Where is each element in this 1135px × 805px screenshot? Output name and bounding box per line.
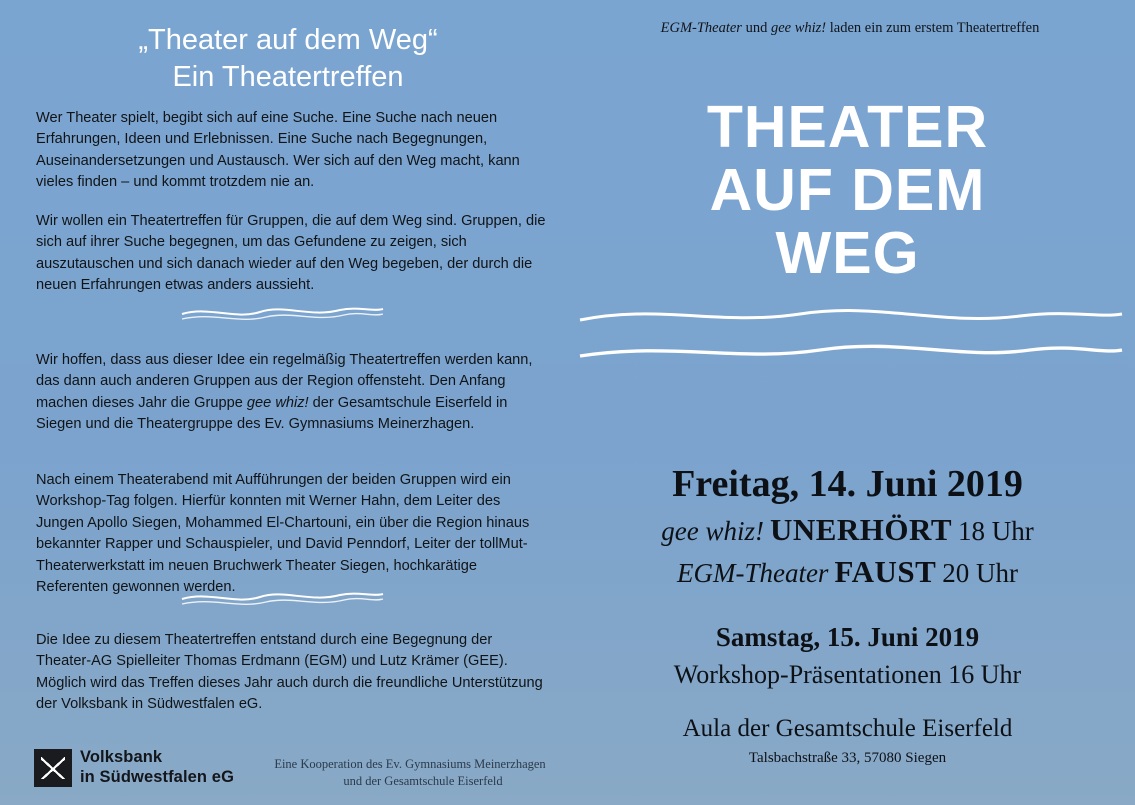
squiggle-divider-icon bbox=[180, 585, 385, 611]
event-date-friday: Freitag, 14. Juni 2019 bbox=[672, 463, 1023, 505]
cooperation-line2: und der Gesamtschule Eiserfeld bbox=[343, 773, 503, 788]
show-2-title: FAUST bbox=[834, 554, 937, 589]
venue-name: Aula der Gesamtschule Eiserfeld bbox=[682, 715, 1013, 742]
sponsor-logo bbox=[34, 748, 234, 788]
invitation-conjunction: und bbox=[741, 20, 771, 36]
poster-subtitle-line2: Ein Theatertreffen bbox=[172, 61, 404, 94]
invitation-group-2: gee whiz! bbox=[770, 20, 827, 36]
poster-title-line2: AUF DEM bbox=[709, 157, 986, 224]
squiggle-divider-icon bbox=[180, 300, 385, 326]
paragraph-5: Die Idee zu diesem Theatertreffen entstand durch eine Begegnung der Theater-AG Spielleiter Thomas Erdmann (EGM) und Lutz Krämer (GEE). Möglich wird das Treffen dieses Jahr auch durch die freundliche Unterstützung der Volksbank in Südwestfalen eG. bbox=[36, 632, 543, 713]
invitation-tail: laden ein zum erstem Theatertreffen bbox=[826, 20, 1040, 36]
poster-title-line1: THEATER bbox=[706, 94, 989, 160]
paragraph-1: Wer Theater spielt, begibt sich auf eine Suche. Eine Suche nach neuen Erfahrungen, Ideen und Erlebnissen. Eine Suche nach Begegnungen, Auseinandersetzungen und Austausch. Wer sich auf den Weg macht, kann vieles finden – und kommt trotzdem nie an. bbox=[36, 110, 520, 191]
show-2-time: 20 Uhr bbox=[942, 558, 1019, 588]
paragraph-3-part2: der Gesamtschule Eiserfeld in Siegen und die Theatergruppe des Ev. Gymnasiums Meinerzhagen. bbox=[36, 394, 508, 433]
venue-address: Talsbachstraße 33, 57080 Siegen bbox=[748, 750, 947, 766]
poster-title bbox=[560, 96, 1135, 285]
invitation-group-1: EGM-Theater bbox=[660, 20, 742, 36]
squiggle-divider-large-icon bbox=[570, 296, 1130, 376]
poster-title-line3: WEG bbox=[775, 220, 920, 287]
paragraph-3-block bbox=[36, 350, 546, 453]
show-friday-1 bbox=[560, 512, 1135, 548]
cooperation-note bbox=[250, 756, 570, 790]
volksbank-logo-icon bbox=[34, 749, 72, 787]
sponsor-name bbox=[80, 748, 234, 788]
paragraph-3-part1: Wir hoffen, dass aus dieser Idee ein regelmäßig Theatertreffen werden kann, das dann auch anderen Gruppen aus der Region offensteht. Den Anfang machen dieses Jahr die Gruppe bbox=[36, 352, 533, 411]
show-1-group: gee whiz! bbox=[661, 516, 764, 546]
paragraph-4: Nach einem Theaterabend mit Aufführungen der beiden Gruppen wird ein Workshop-Tag folgen. Hierfür konnten mit Werner Hahn, dem Leiter des Jungen Apollo Siegen, Mohammed El-Chartouni, ein über die Region hinaus bekannter Rapper und Schauspieler, und David Penndorf, Leiter der tollMut-Theaterwerkstatt im neuen Bruchwerk Theater Siegen, hochkarätige Referenten gewonnen werden. bbox=[36, 472, 530, 596]
right-column bbox=[560, 0, 1135, 805]
left-column bbox=[0, 0, 560, 805]
sponsor-name-line1: Volksbank bbox=[80, 748, 163, 766]
cooperation-line1: Eine Kooperation des Ev. Gymnasiums Meinerzhagen bbox=[274, 757, 546, 771]
sponsor-name-line2: in Südwestfalen eG bbox=[80, 767, 234, 786]
paragraph-2: Wir wollen ein Theatertreffen für Gruppen, die auf dem Weg sind. Gruppen, die sich auf ihrer Suche begegnen, um das Gefundene zu zeigen, sich auszutauschen und sich danach wieder auf den Weg begeben, der durch die neuen Erfahrungen etwas anders aussieht. bbox=[36, 212, 546, 294]
paragraph-5-block bbox=[36, 630, 546, 733]
poster-subtitle bbox=[38, 22, 538, 96]
show-1-title: UNERHÖRT bbox=[769, 512, 953, 547]
paragraph-3-group-name: gee whiz! bbox=[246, 394, 309, 411]
invitation-line bbox=[570, 20, 1130, 37]
intro-text-block bbox=[36, 108, 546, 314]
show-1-time: 18 Uhr bbox=[958, 516, 1034, 546]
event-date-saturday: Samstag, 15. Juni 2019 bbox=[715, 622, 980, 652]
paragraph-3 bbox=[36, 350, 546, 436]
show-2-group: EGM-Theater bbox=[676, 558, 829, 588]
show-friday-2 bbox=[560, 554, 1135, 590]
poster-subtitle-line1: „Theater auf dem Weg“ bbox=[138, 24, 438, 56]
workshop-presentations: Workshop-Präsentationen 16 Uhr bbox=[673, 660, 1022, 689]
